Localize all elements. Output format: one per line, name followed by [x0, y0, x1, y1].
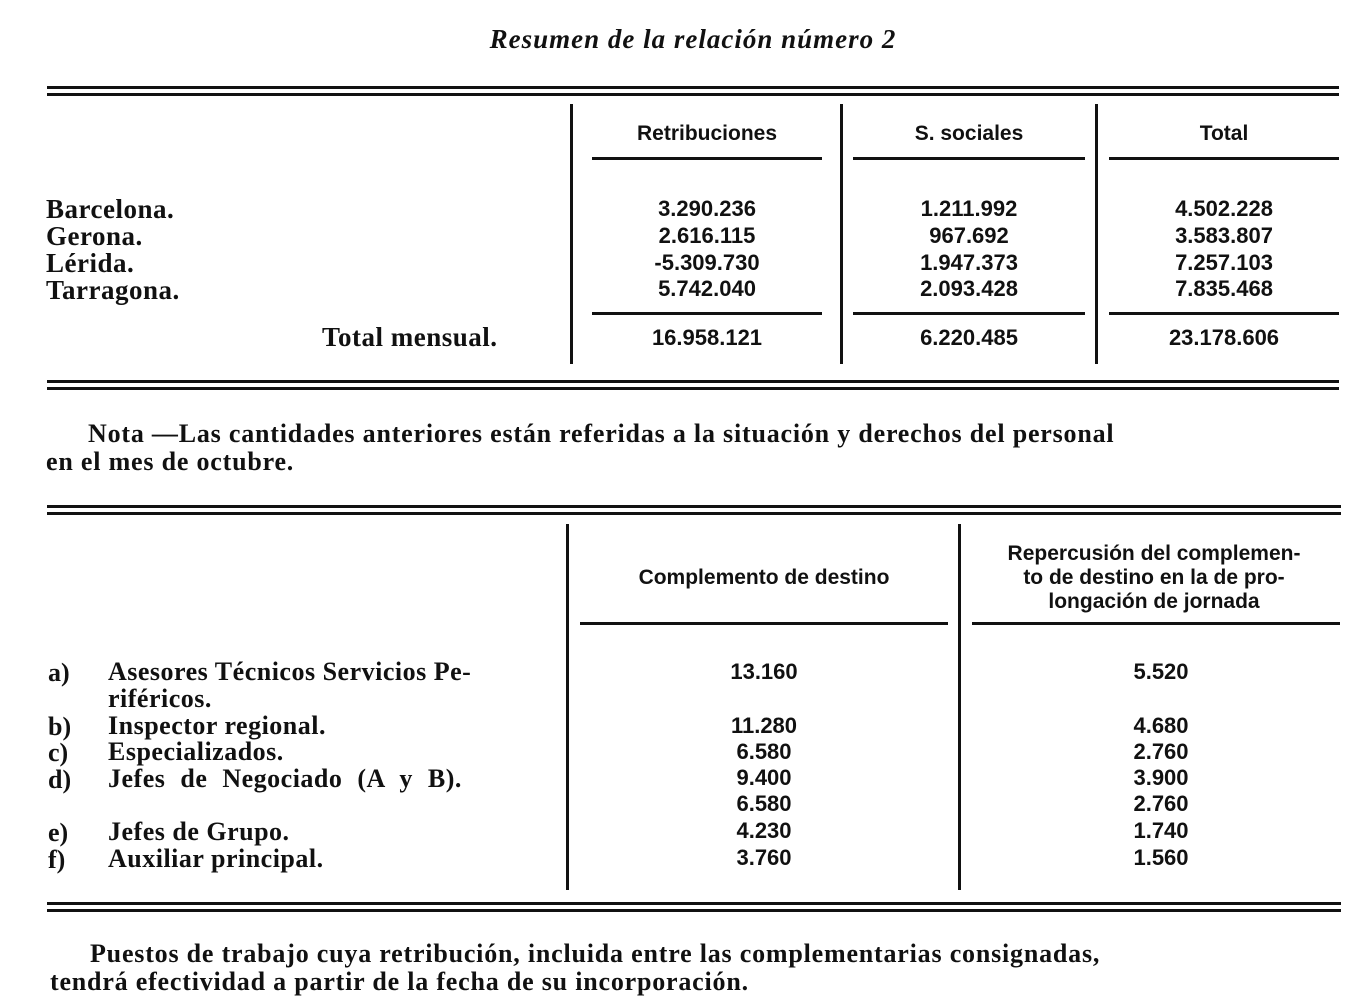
- cell-auxiliar-repercusion: 1.560: [1133, 845, 1189, 870]
- cell-tarragona-total: 7.835.468: [1175, 276, 1273, 301]
- table2-bottom-rule-2: [47, 909, 1341, 912]
- row-letter-c: c): [48, 738, 69, 767]
- cell-gerona-total: 3.583.807: [1175, 223, 1273, 248]
- table1-bottom-rule: [47, 380, 1339, 383]
- table2-divider-1: [566, 524, 569, 890]
- table1-top-rule: [47, 86, 1339, 89]
- row-label-especializados: Especializados.: [108, 737, 284, 766]
- row-letter-a: a): [48, 658, 70, 687]
- table2-top-rule: [47, 505, 1341, 508]
- cell-tarragona-retribuciones: 5.742.040: [658, 276, 756, 301]
- cell-gerona-sociales: 967.692: [929, 223, 1009, 248]
- cell-especializados-complemento: 6.580: [736, 739, 792, 764]
- row-label-jefes-negociado: Jefes de Negociado (A y B).: [108, 764, 462, 793]
- cell-barcelona-total: 4.502.228: [1175, 196, 1273, 221]
- row-letter-b: b): [48, 712, 72, 741]
- total-total: 23.178.606: [1168, 325, 1280, 350]
- cell-asesores-complemento: 13.160: [730, 659, 798, 684]
- cell-barcelona-retribuciones: 3.290.236: [658, 196, 756, 221]
- row-label-asesores-cont: riféricos.: [108, 684, 212, 713]
- cell-jefes-negociado-b-repercusion: 2.760: [1133, 791, 1189, 816]
- table1-divider-1: [570, 104, 573, 364]
- table1-total-rule-2: [853, 312, 1085, 315]
- total-sociales: 6.220.485: [920, 325, 1018, 350]
- table1-divider-3: [1095, 104, 1098, 364]
- row-label-auxiliar: Auxiliar principal.: [108, 844, 324, 873]
- row-label-tarragona: Tarragona.: [46, 275, 180, 305]
- table1-header-retribuciones: Retribuciones: [636, 122, 778, 145]
- note-paragraph: [46, 420, 1346, 476]
- cell-especializados-repercusion: 2.760: [1133, 739, 1189, 764]
- cell-gerona-retribuciones: 2.616.115: [658, 223, 756, 248]
- footer-line-2: tendrá efectividad a partir de la fecha de su incorporación.: [50, 967, 749, 996]
- cell-jefes-grupo-complemento: 4.230: [736, 818, 792, 843]
- cell-jefes-negociado-repercusion: 3.900: [1133, 765, 1189, 790]
- total-label: Total mensual.: [322, 322, 498, 352]
- total-retribuciones: 16.958.121: [651, 325, 763, 350]
- cell-inspector-complemento: 11.280: [730, 713, 798, 738]
- table2-header-rule-2: [972, 622, 1340, 625]
- table2-header-repercusion-line-1: Repercusión del complemen-: [1007, 542, 1301, 565]
- cell-lerida-total: 7.257.103: [1175, 250, 1273, 275]
- cell-jefes-negociado-b-complemento: 6.580: [736, 791, 792, 816]
- table2-header-repercusion: [968, 542, 1340, 614]
- table2-top-rule-2: [47, 512, 1341, 515]
- table2-header-rule-1: [580, 622, 948, 625]
- table2-header-repercusion-line-3: longación de jornada: [1048, 590, 1260, 613]
- cell-lerida-retribuciones: -5.309.730: [654, 250, 760, 275]
- row-label-asesores: Asesores Técnicos Servicios Pe-: [108, 657, 472, 686]
- table1-header-rule-3: [1109, 157, 1339, 160]
- row-label-gerona: Gerona.: [46, 221, 143, 251]
- table1-header-total: Total: [1199, 122, 1249, 145]
- row-label-barcelona: Barcelona.: [46, 194, 175, 224]
- table1-divider-2: [840, 104, 843, 364]
- row-letter-e: e): [48, 818, 69, 847]
- cell-tarragona-sociales: 2.093.428: [920, 276, 1018, 301]
- table1-header-sociales: S. sociales: [914, 122, 1024, 145]
- cell-auxiliar-complemento: 3.760: [736, 845, 792, 870]
- cell-inspector-repercusion: 4.680: [1133, 713, 1189, 738]
- note-line-1: Nota —Las cantidades anteriores están referidas a la situación y derechos del personal: [88, 419, 1115, 448]
- cell-barcelona-sociales: 1.211.992: [920, 196, 1018, 221]
- footer-paragraph: [50, 940, 1350, 996]
- table1-bottom-rule-2: [47, 387, 1339, 390]
- row-letter-f: f): [48, 845, 66, 874]
- row-letter-d: d): [48, 765, 72, 794]
- table1-total-rule-3: [1109, 312, 1339, 315]
- table1-top-rule-2: [47, 93, 1339, 96]
- table1-total-rule-1: [592, 312, 822, 315]
- row-label-inspector: Inspector regional.: [108, 711, 326, 740]
- table2-header-complemento: Complemento de destino: [638, 566, 890, 589]
- footer-line-1: Puestos de trabajo cuya retribución, incluida entre las complementarias consignadas,: [90, 939, 1101, 968]
- table2-bottom-rule: [47, 902, 1341, 905]
- cell-asesores-repercusion: 5.520: [1133, 659, 1189, 684]
- cell-jefes-negociado-complemento: 9.400: [736, 765, 792, 790]
- table2-header-repercusion-line-2: to de destino en la de pro-: [1023, 566, 1285, 589]
- table1-header-rule-1: [592, 157, 822, 160]
- row-label-jefes-grupo: Jefes de Grupo.: [108, 817, 290, 846]
- cell-jefes-grupo-repercusion: 1.740: [1133, 818, 1189, 843]
- cell-lerida-sociales: 1.947.373: [920, 250, 1018, 275]
- note-line-2: en el mes de octubre.: [46, 447, 295, 476]
- row-label-lerida: Lérida.: [46, 248, 135, 278]
- page-title: Resumen de la relación número 2: [489, 24, 897, 54]
- table1-header-rule-2: [853, 157, 1085, 160]
- table2-divider-2: [958, 524, 961, 890]
